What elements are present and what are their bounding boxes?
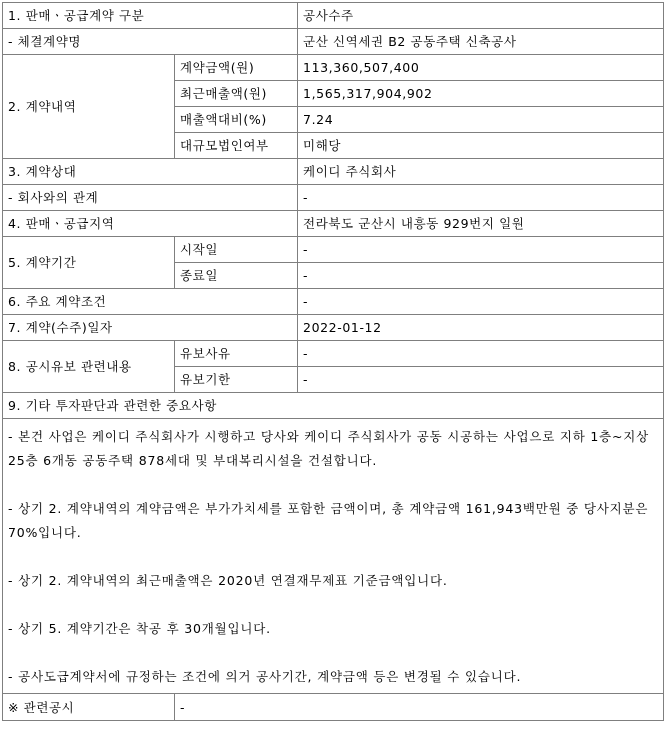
note-item: - 상기 2. 계약내역의 계약금액은 부가가치세를 포함한 금액이며, 총 계약금액 161,943백만원 중 당사지분은 70%입니다. <box>8 501 649 540</box>
row-supply-region <box>3 211 664 237</box>
label-deferral-deadline: 유보기한 <box>175 367 298 393</box>
label-counterparty: 3. 계약상대 <box>3 159 298 185</box>
row-other-matters-notes <box>3 419 664 694</box>
value-relationship: - <box>298 185 664 211</box>
disclosure-table <box>2 2 664 721</box>
value-large-corp: 미해당 <box>298 133 664 159</box>
row-relationship <box>3 185 664 211</box>
value-contract-amount: 113,360,507,400 <box>298 55 664 81</box>
value-counterparty: 케이디 주식회사 <box>298 159 664 185</box>
value-contract-type: 공사수주 <box>298 3 664 29</box>
label-other-matters: 9. 기타 투자판단과 관련한 중요사항 <box>3 393 664 419</box>
label-main-terms: 6. 주요 계약조건 <box>3 289 298 315</box>
label-sales-ratio: 매출액대비(%) <box>175 107 298 133</box>
label-relationship: - 회사와의 관계 <box>3 185 298 211</box>
row-main-terms <box>3 289 664 315</box>
label-contract-date: 7. 계약(수주)일자 <box>3 315 298 341</box>
label-deferral-reason: 유보사유 <box>175 341 298 367</box>
label-supply-region: 4. 판매ㆍ공급지역 <box>3 211 298 237</box>
row-contract-date <box>3 315 664 341</box>
value-main-terms: - <box>298 289 664 315</box>
label-end-date: 종료일 <box>175 263 298 289</box>
row-other-matters-header <box>3 393 664 419</box>
label-contract-period: 5. 계약기간 <box>3 237 175 289</box>
label-related-disclosure: ※ 관련공시 <box>3 694 175 721</box>
other-matters-notes <box>3 419 664 694</box>
note-item: - 공사도급계약서에 규정하는 조건에 의거 공사기간, 계약금액 등은 변경될 수 있습니다. <box>8 669 522 684</box>
label-large-corp: 대규모법인여부 <box>175 133 298 159</box>
label-contract-name: - 체결계약명 <box>3 29 298 55</box>
note-item: - 본건 사업은 케이디 주식회사가 시행하고 당사와 케이디 주식회사가 공동 시공하는 사업으로 지하 1층~지상 25층 6개동 공동주택 878세대 및 부대복리시설을 건설합니다. <box>8 429 650 468</box>
label-contract-amount: 계약금액(원) <box>175 55 298 81</box>
note-item: - 상기 2. 계약내역의 최근매출액은 2020년 연결재무제표 기준금액입니다. <box>8 573 448 588</box>
label-contract-type: 1. 판매ㆍ공급계약 구분 <box>3 3 298 29</box>
value-sales-ratio: 7.24 <box>298 107 664 133</box>
row-contract-amount <box>3 55 664 81</box>
note-item: - 상기 5. 계약기간은 착공 후 30개월입니다. <box>8 621 271 636</box>
value-deferral-reason: - <box>298 341 664 367</box>
label-deferral: 8. 공시유보 관련내용 <box>3 341 175 393</box>
row-deferral-reason <box>3 341 664 367</box>
row-contract-type <box>3 3 664 29</box>
label-start-date: 시작일 <box>175 237 298 263</box>
label-recent-sales: 최근매출액(원) <box>175 81 298 107</box>
label-contract-details: 2. 계약내역 <box>3 55 175 159</box>
value-contract-name: 군산 신역세권 B2 공동주택 신축공사 <box>298 29 664 55</box>
value-related-disclosure: - <box>175 694 664 721</box>
value-deferral-deadline: - <box>298 367 664 393</box>
row-related-disclosure <box>3 694 664 721</box>
row-counterparty <box>3 159 664 185</box>
value-supply-region: 전라북도 군산시 내흥동 929번지 일원 <box>298 211 664 237</box>
value-recent-sales: 1,565,317,904,902 <box>298 81 664 107</box>
value-start-date: - <box>298 237 664 263</box>
value-contract-date: 2022-01-12 <box>298 315 664 341</box>
value-end-date: - <box>298 263 664 289</box>
row-contract-name <box>3 29 664 55</box>
row-start-date <box>3 237 664 263</box>
